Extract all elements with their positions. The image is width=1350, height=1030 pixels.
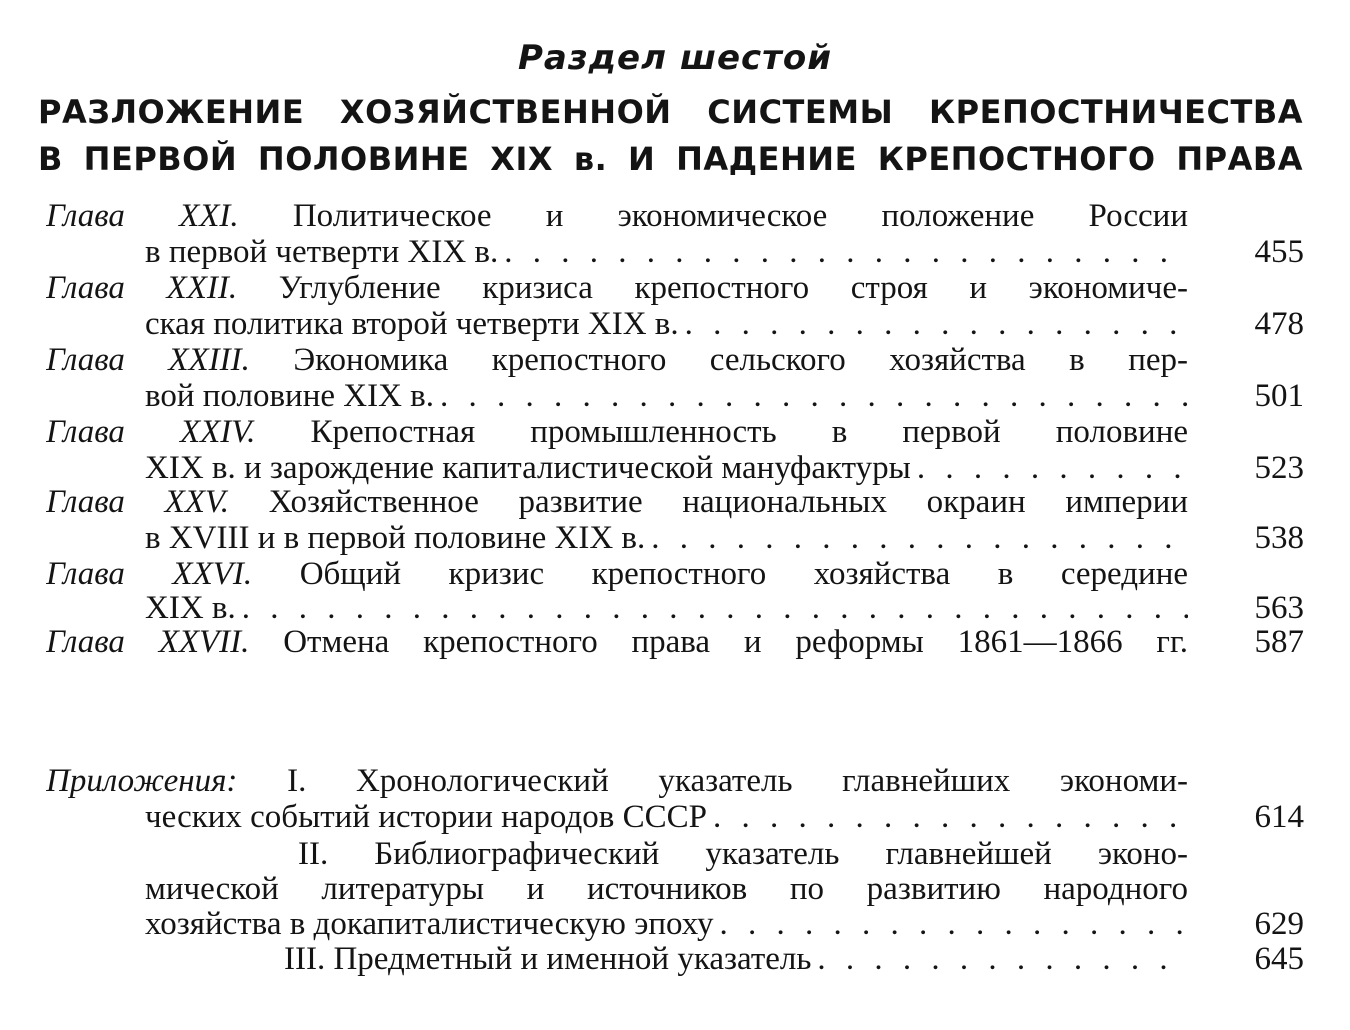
chapter-title-cont: XIX в. и зарождение капиталистической мануфактуры bbox=[145, 450, 911, 486]
chapter-page-number: 587 bbox=[1254, 624, 1304, 660]
appendix-ii-line-1 bbox=[298, 836, 1188, 872]
chapter-xxi-line-1 bbox=[46, 198, 1188, 234]
chapter-label: Глава XXVI. bbox=[46, 556, 253, 592]
dot-leader bbox=[236, 590, 1188, 626]
chapter-label: Глава XXI. bbox=[46, 198, 239, 234]
chapter-xxii-line-2 bbox=[145, 306, 1188, 342]
appendix-title-cont: ческих событий истории народов СССР bbox=[145, 799, 707, 835]
chapter-xxiv-line-1 bbox=[46, 414, 1188, 450]
chapter-xxiii-line-1 bbox=[46, 342, 1188, 378]
appendix-page-number: 614 bbox=[1254, 799, 1304, 835]
chapter-page-number: 523 bbox=[1254, 450, 1304, 486]
chapter-label: Глава XXVII. bbox=[46, 624, 250, 660]
appendix-title: II. Библиографический указатель главнейшей эконо- bbox=[298, 836, 1188, 872]
chapter-xxvi-line-2 bbox=[145, 590, 1188, 626]
chapter-title: Общий кризис крепостного хозяйства в середине bbox=[299, 556, 1188, 592]
appendix-title-cont: хозяйства в докапиталистическую эпоху bbox=[145, 906, 714, 942]
chapter-title: Углубление кризиса крепостного строя и экономиче- bbox=[278, 270, 1188, 306]
chapter-page-number: 501 bbox=[1254, 378, 1304, 414]
chapter-title-cont: ская политика второй четверти XIX в. bbox=[145, 306, 679, 342]
chapter-xxv-line-2 bbox=[145, 520, 1188, 556]
chapter-title-cont: XIX в. bbox=[145, 590, 236, 626]
chapter-title: Политическое и экономическое положение России bbox=[292, 198, 1188, 234]
chapter-title: Хозяйственное развитие национальных окраин империи bbox=[268, 484, 1188, 520]
chapter-title: Экономика крепостного сельского хозяйства в пер- bbox=[293, 342, 1188, 378]
chapter-page-number: 455 bbox=[1254, 234, 1304, 270]
dot-leader bbox=[645, 520, 1188, 556]
dot-leader bbox=[434, 378, 1188, 414]
appendices-label: Приложения: bbox=[46, 763, 238, 799]
chapter-label: Глава XXIII. bbox=[46, 342, 250, 378]
appendix-page-number: 645 bbox=[1254, 941, 1304, 977]
chapter-label: Глава XXII. bbox=[46, 270, 238, 306]
chapter-page-number: 563 bbox=[1254, 590, 1304, 626]
appendix-page-number: 629 bbox=[1254, 906, 1304, 942]
chapter-page-number: 538 bbox=[1254, 520, 1304, 556]
chapter-xxi-line-2 bbox=[145, 234, 1188, 270]
chapter-page-number: 478 bbox=[1254, 306, 1304, 342]
chapter-xxii-line-1 bbox=[46, 270, 1188, 306]
section-title-line-2: В ПЕРВОЙ ПОЛОВИНЕ XIX в. И ПАДЕНИЕ КРЕПОСТНОГО ПРАВА bbox=[38, 140, 1303, 178]
chapter-title: Крепостная промышленность в первой половине bbox=[310, 414, 1188, 450]
chapter-title-cont: в XVIII и в первой половине XIX в. bbox=[145, 520, 646, 556]
appendix-title: III. Предметный и именной указатель bbox=[284, 941, 812, 977]
dot-leader bbox=[679, 306, 1188, 342]
dot-leader bbox=[498, 234, 1188, 270]
chapter-xxiii-line-2 bbox=[145, 378, 1188, 414]
appendix-i-line-1 bbox=[46, 763, 1188, 799]
section-label: Раздел шестой bbox=[517, 38, 833, 78]
chapter-label: Глава XXIV. bbox=[46, 414, 256, 450]
chapter-xxvi-line-1 bbox=[46, 556, 1188, 592]
appendix-iii-line-1 bbox=[284, 941, 1188, 977]
chapter-label: Глава XXV. bbox=[46, 484, 230, 520]
appendix-title: I. Хронологический указатель главнейших экономи- bbox=[287, 763, 1188, 799]
dot-leader bbox=[707, 799, 1188, 835]
dot-leader bbox=[811, 941, 1188, 977]
chapter-title: Отмена крепостного права и реформы 1861—1866 гг. bbox=[283, 624, 1188, 660]
chapter-xxiv-line-2 bbox=[145, 450, 1188, 486]
chapter-title-cont: вой половине XIX в. bbox=[145, 378, 434, 414]
dot-leader bbox=[911, 450, 1188, 486]
dot-leader bbox=[713, 906, 1188, 942]
appendix-title-cont: мической литературы и источников по развитию народного bbox=[145, 871, 1188, 907]
appendix-ii-line-2 bbox=[145, 871, 1188, 907]
section-title-line-1: РАЗЛОЖЕНИЕ ХОЗЯЙСТВЕННОЙ СИСТЕМЫ КРЕПОСТНИЧЕСТВА bbox=[38, 93, 1303, 131]
chapter-xxv-line-1 bbox=[46, 484, 1188, 520]
appendix-i-line-2 bbox=[145, 799, 1188, 835]
appendix-ii-line-3 bbox=[145, 906, 1188, 942]
chapter-title-cont: в первой четверти XIX в. bbox=[145, 234, 499, 270]
chapter-xxvii-line-1 bbox=[46, 624, 1188, 660]
